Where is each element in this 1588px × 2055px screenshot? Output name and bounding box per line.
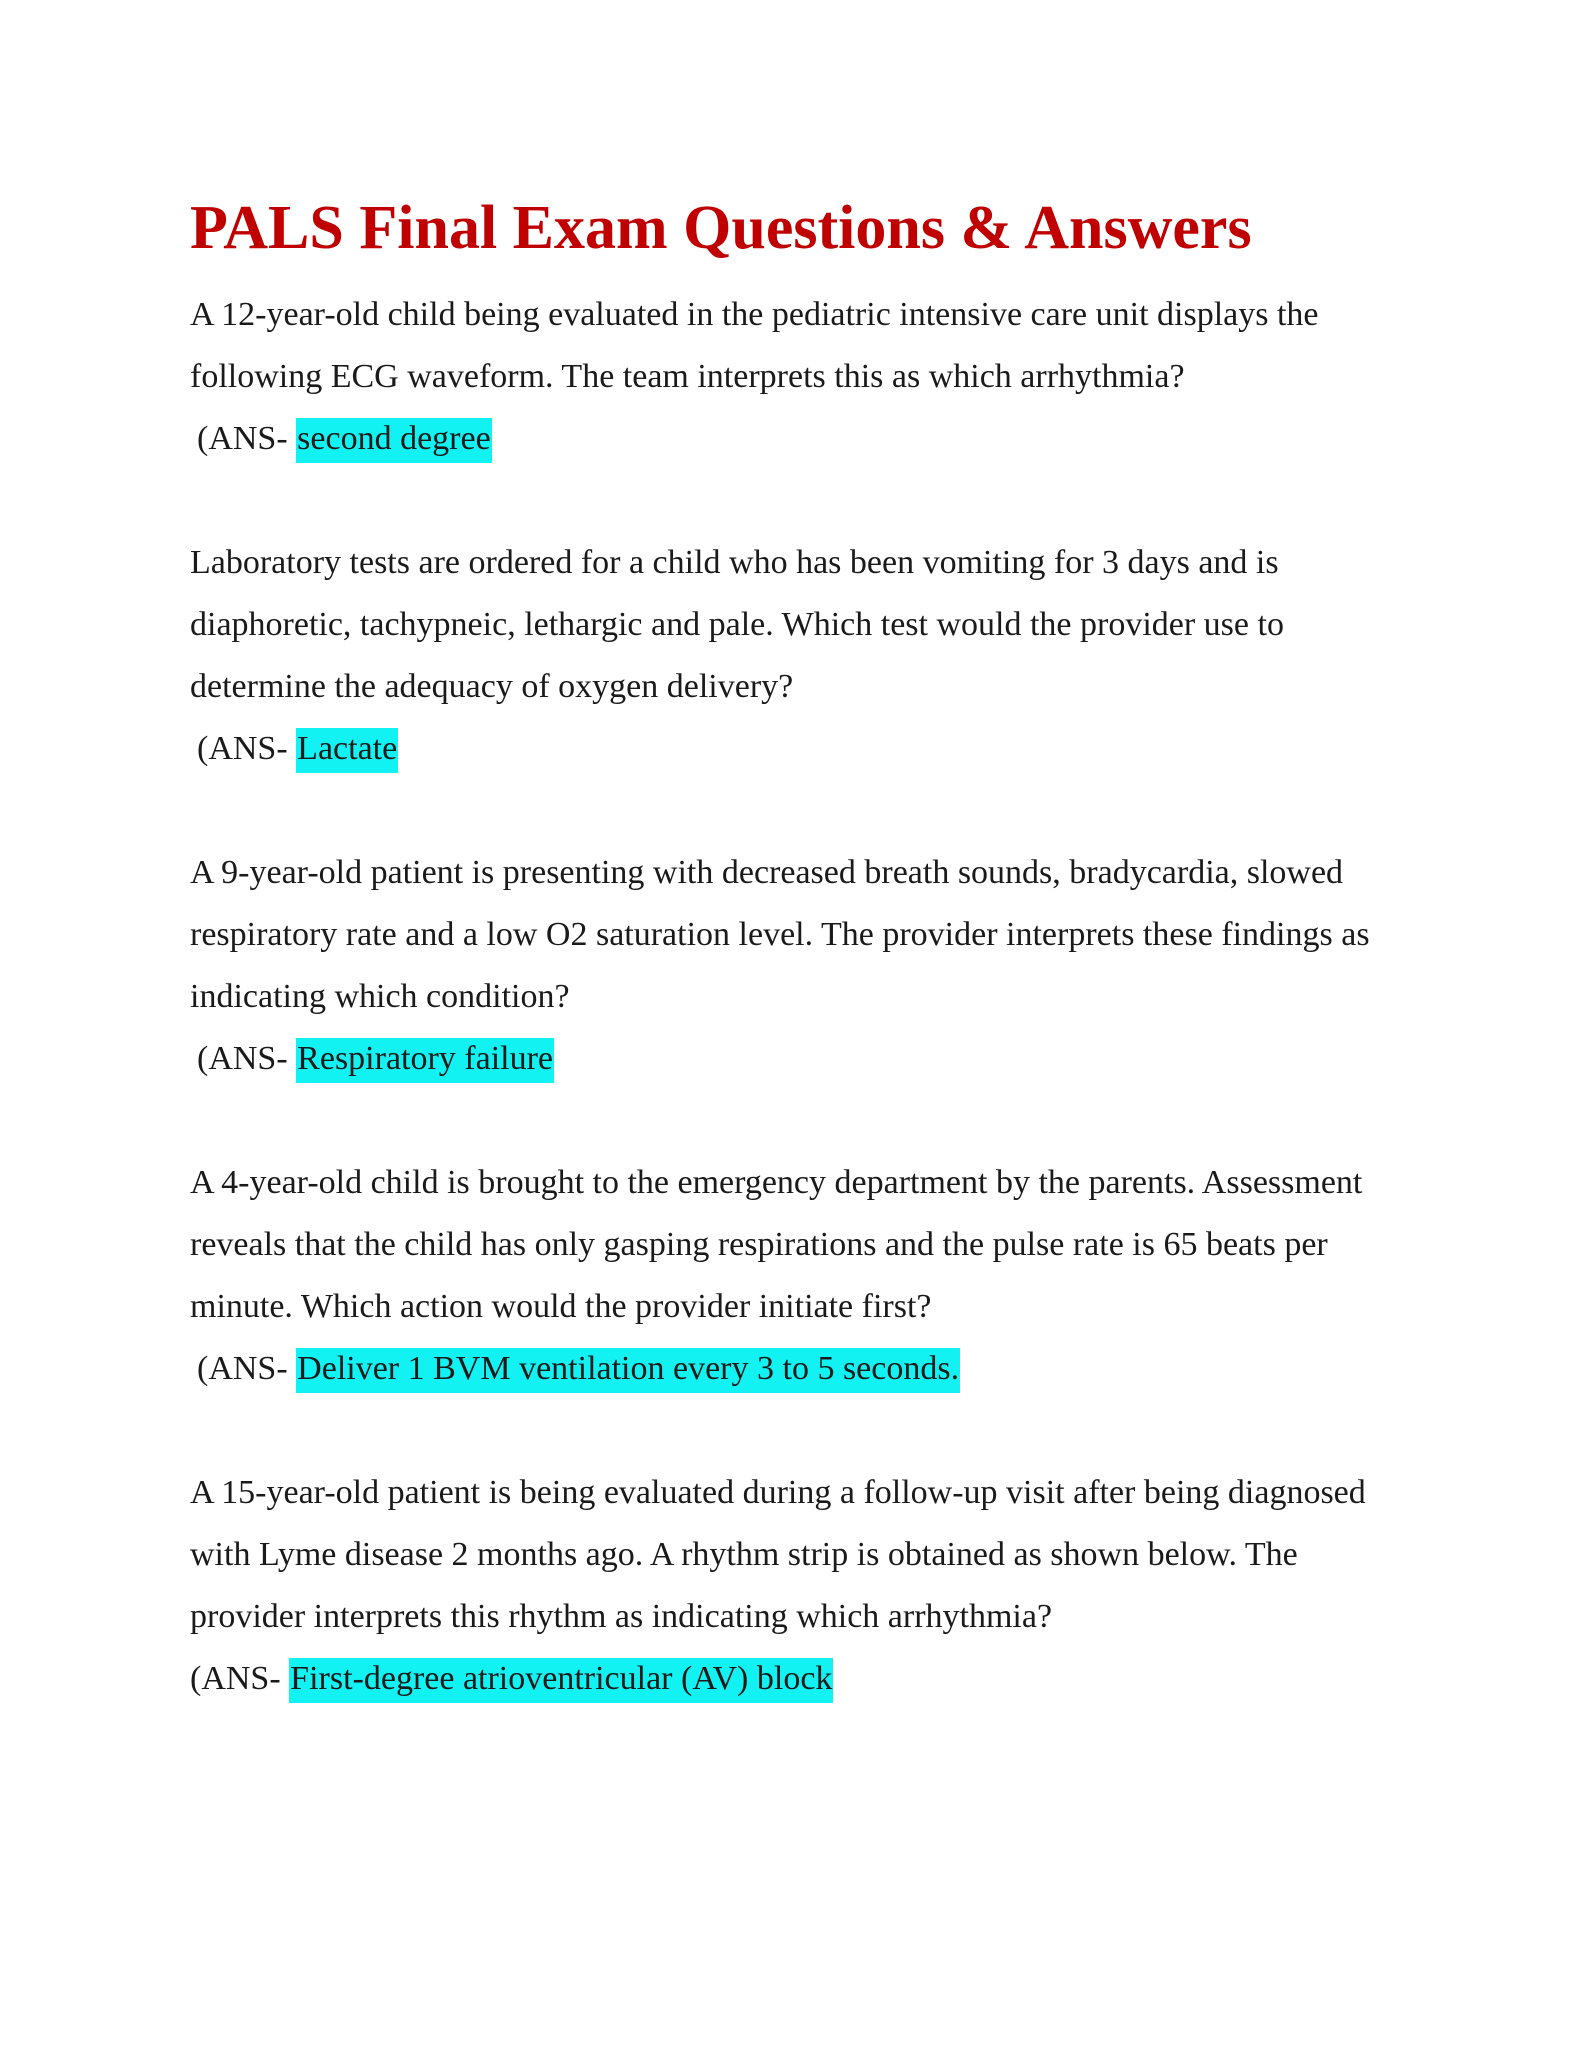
qa-item-2 [190,532,1420,780]
question-text: A 15-year-old patient is being evaluated during a follow-up visit after being diagnosed with Lyme disease 2 months ago. A rhythm strip is obtained as shown below. The provider interprets this rhythm as indicating which arrhythmia? [190,1474,1366,1635]
qa-item-4 [190,1152,1420,1400]
answer-highlight: First-degree atrioventricular (AV) block [289,1658,833,1703]
answer-line [190,408,1420,470]
answer-prefix: (ANS- [190,1660,281,1697]
answer-line [190,1338,1420,1400]
question-text: Laboratory tests are ordered for a child who has been vomiting for 3 days and is diaphoretic, tachypneic, lethargic and pale. Which test would the provider use to determine the adequacy of oxygen delivery? [190,544,1284,705]
answer-highlight: Respiratory failure [296,1038,554,1083]
qa-item-5 [190,1462,1420,1710]
qa-item-3 [190,842,1420,1090]
answer-prefix: (ANS- [197,1350,288,1387]
qa-item-1 [190,284,1420,470]
page-title: PALS Final Exam Questions & Answers [190,194,1252,262]
answer-line [190,1028,1420,1090]
answer-prefix: (ANS- [197,730,288,767]
answer-line [190,718,1420,780]
answer-highlight: second degree [296,418,492,463]
question-text: A 4-year-old child is brought to the emergency department by the parents. Assessment reveals that the child has only gasping respirations and the pulse rate is 65 beats per minute. Which action would the provider initiate first? [190,1164,1363,1325]
answer-prefix: (ANS- [197,420,288,457]
answer-highlight: Lactate [296,728,398,773]
answer-line [190,1648,1420,1710]
question-text: A 9-year-old patient is presenting with decreased breath sounds, bradycardia, slowed respiratory rate and a low O2 saturation level. The provider interprets these findings as indicating which condition? [190,854,1370,1015]
answer-highlight: Deliver 1 BVM ventilation every 3 to 5 seconds. [296,1348,960,1393]
question-text: A 12-year-old child being evaluated in the pediatric intensive care unit displays the following ECG waveform. The team interprets this as which arrhythmia? [190,296,1319,395]
answer-prefix: (ANS- [197,1040,288,1077]
